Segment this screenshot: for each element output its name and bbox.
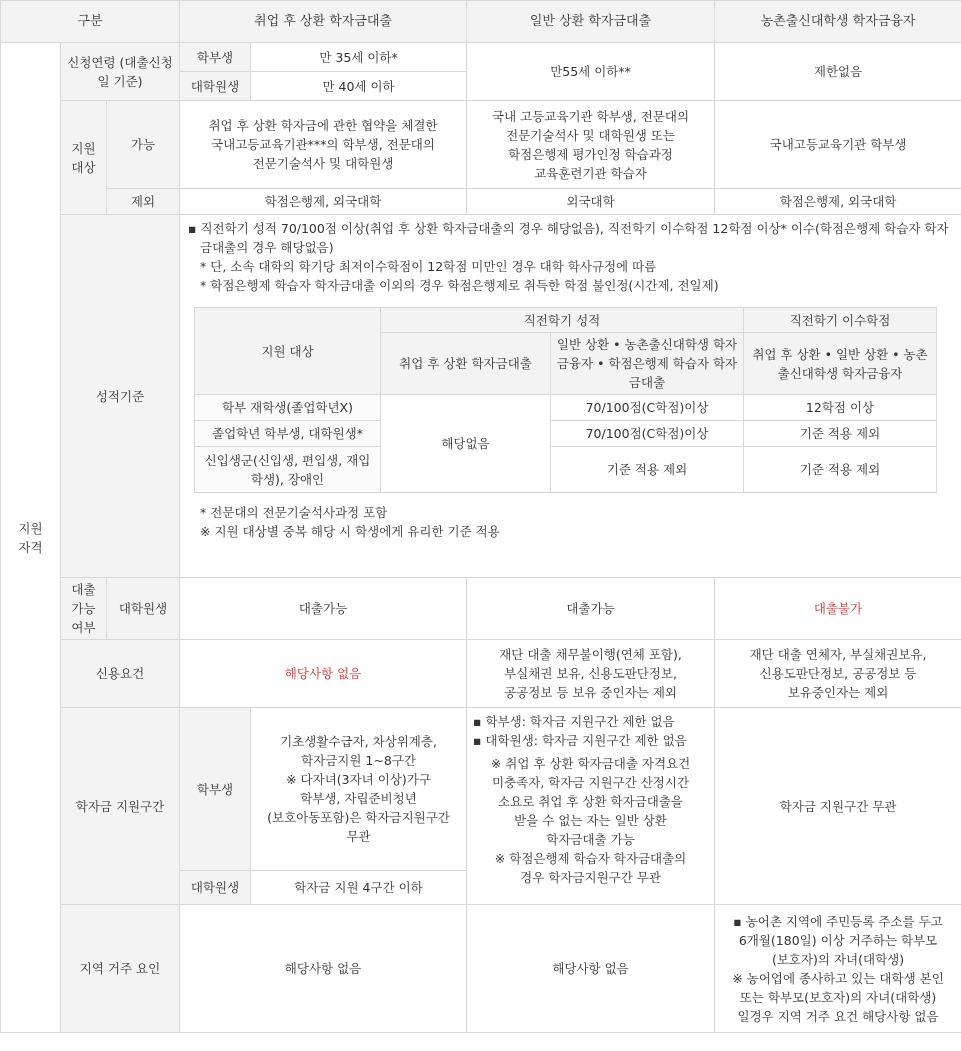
target-label: 지원 대상 (61, 101, 107, 215)
residence-label: 지역 거주 요인 (61, 905, 180, 1033)
age-grad-label: 대학원생 (180, 72, 251, 101)
general-target-possible: 국내 고등교육기관 학부생, 전문대의 전문기술석사 및 대학원생 또는 학점은행제 평가인정 학습과정 교육훈련기관 학습자 (467, 101, 715, 189)
grades-footnote: * 전문대의 전문기술석사과정 포함 (200, 505, 388, 520)
inner-header-general: 일반 상환 • 농촌출신대학생 학자금융자 • 학점은행제 학습자 학자금대출 (551, 333, 744, 395)
rural-age: 제한없음 (715, 43, 961, 101)
grade-criteria-table (194, 307, 937, 493)
general-residence: 해당사항 없음 (467, 905, 715, 1033)
general-loan-avail: 대출가능 (467, 578, 715, 640)
table-row (195, 395, 937, 421)
icl-age-grad: 만 40세 이하 (251, 72, 467, 101)
rural-target-possible: 국내고등교육기관 학부생 (715, 101, 961, 189)
age-label: 신청연령 (대출신청일 기준) (61, 43, 180, 101)
inner-icl-value: 해당없음 (381, 395, 551, 493)
loan-avail-grad-label: 대학원생 (107, 578, 180, 640)
support-undergrad-label: 학부생 (180, 708, 251, 871)
qualification-label: 지원 자격 (1, 43, 61, 1033)
inner-general: 기준 적용 제외 (551, 447, 744, 493)
general-age: 만55세 이하** (467, 43, 715, 101)
rural-credit: 재단 대출 연체자, 부실채권보유, 신용도판단정보, 공공정보 등 보유중인자는 제외 (715, 640, 961, 708)
icl-support-grad: 학자금 지원 4구간 이하 (251, 871, 467, 905)
grades-label: 성적기준 (61, 215, 180, 578)
loan-avail-row (1, 578, 961, 640)
inner-general: 70/100점(C학점)이상 (551, 421, 744, 447)
icl-support-undergrad: 기초생활수급자, 차상위계층, 학자금지원 1~8구간 ※ 다자녀(3자녀 이상)가구 학부생, 자립준비청년 (보호아동포함)은 학자금지원구간 무관 (251, 708, 467, 871)
residence-row (1, 905, 961, 1033)
age-row-undergrad (1, 43, 961, 72)
target-possible-label: 가능 (107, 101, 180, 189)
rural-support: 학자금 지원구간 무관 (715, 708, 961, 905)
table-row (195, 447, 937, 493)
header-row (1, 1, 961, 43)
inner-target: 학부 재학생(졸업학년X) (195, 395, 381, 421)
inner-header-prev-grade: 직전학기 성적 (381, 308, 744, 333)
header-icl-loan: 취업 후 상환 학자금대출 (180, 1, 467, 43)
icl-target-possible: 취업 후 상환 학자금에 관한 협약을 체결한 국내고등교육기관***의 학부생, 전문대의 전문기술석사 및 대학원생 (180, 101, 467, 189)
inner-target: 졸업학년 학부생, 대학원생* (195, 421, 381, 447)
rural-loan-avail: 대출불가 (715, 578, 961, 640)
inner-credits: 기준 적용 제외 (744, 421, 937, 447)
general-target-excluded: 외국대학 (467, 189, 715, 215)
inner-header-credits-sub: 취업 후 상환 • 일반 상환 • 농촌출신대학생 학자금융자 (744, 333, 937, 395)
header-category: 구분 (1, 1, 180, 43)
general-credit: 재단 대출 채무불이행(연체 포함), 부실채권 보유, 신용도판단정보, 공공정보 등 보유 중인자는 제외 (467, 640, 715, 708)
age-undergrad-label: 학부생 (180, 43, 251, 72)
loan-avail-label: 대출 가능 여부 (61, 578, 107, 640)
header-general-loan: 일반 상환 학자금대출 (467, 1, 715, 43)
grades-row (1, 215, 961, 578)
rural-target-excluded: 학점은행제, 외국대학 (715, 189, 961, 215)
target-possible-row (1, 101, 961, 189)
inner-credits: 기준 적용 제외 (744, 447, 937, 493)
inner-header-target: 지원 대상 (195, 308, 381, 395)
grades-content (180, 215, 961, 578)
target-excluded-row (1, 189, 961, 215)
target-excluded-label: 제외 (107, 189, 180, 215)
icl-loan-avail: 대출가능 (180, 578, 467, 640)
inner-header-icl: 취업 후 상환 학자금대출 (381, 333, 551, 395)
grades-bullet: ▪ 직전학기 성적 70/100점 이상(취업 후 상환 학자금대출의 경우 해당없음), 직전학기 이수학점 12학점 이상* 이수(학점은행제 학습자 학자금대출의 경우 해당없음) (188, 221, 949, 255)
support-label: 학자금 지원구간 (61, 708, 180, 905)
grades-footnote: ※ 지원 대상별 중복 해당 시 학생에게 유리한 기준 적용 (200, 524, 500, 539)
credit-label: 신용요건 (61, 640, 180, 708)
inner-target: 신입생군(신입생, 편입생, 재입학생), 장애인 (195, 447, 381, 493)
icl-age-undergrad: 만 35세 이하* (251, 43, 467, 72)
support-grad-label: 대학원생 (180, 871, 251, 905)
inner-general: 70/100점(C학점)이상 (551, 395, 744, 421)
credit-row (1, 640, 961, 708)
support-row-undergrad (1, 708, 961, 871)
icl-credit: 해당사항 없음 (180, 640, 467, 708)
header-rural-loan: 농촌출신대학생 학자금융자 (715, 1, 961, 43)
grades-note: * 학점은행제 학습자 학자금대출 이외의 경우 학점은행제로 취득한 학점 불인정(시간제, 전일제) (200, 278, 719, 293)
icl-target-excluded: 학점은행제, 외국대학 (180, 189, 467, 215)
inner-credits: 12학점 이상 (744, 395, 937, 421)
general-support: ▪ 학부생: 학자금 지원구간 제한 없음 ▪ 대학원생: 학자금 지원구간 제한 없음 ※ 취업 후 상환 학자금대출 자격요건 미충족자, 학자금 지원구간 산정시간 소요로 취업 후 상환 학자금대출을 받을 수 없는 자는 일반 상환 학자금대출 가능 ※ 학점은행제 학습자 학자금대출의 경우 학자금지원구간 무관 (467, 708, 715, 905)
rural-residence: ▪ 농어촌 지역에 주민등록 주소를 두고 6개월(180일) 이상 거주하는 학부모 (보호자)의 자녀(대학생) ※ 농어업에 종사하고 있는 대학생 본인 또는 학부모(보호자)의 자녀(대학생) 일경우 지역 거주 요건 해당사항 없음 (715, 905, 961, 1033)
table-row (195, 421, 937, 447)
inner-header-prev-credits: 직전학기 이수학점 (744, 308, 937, 333)
grades-note: * 단, 소속 대학의 학기당 최저이수학점이 12학점 미만인 경우 대학 학사규정에 따름 (200, 259, 657, 274)
icl-residence: 해당사항 없음 (180, 905, 467, 1033)
